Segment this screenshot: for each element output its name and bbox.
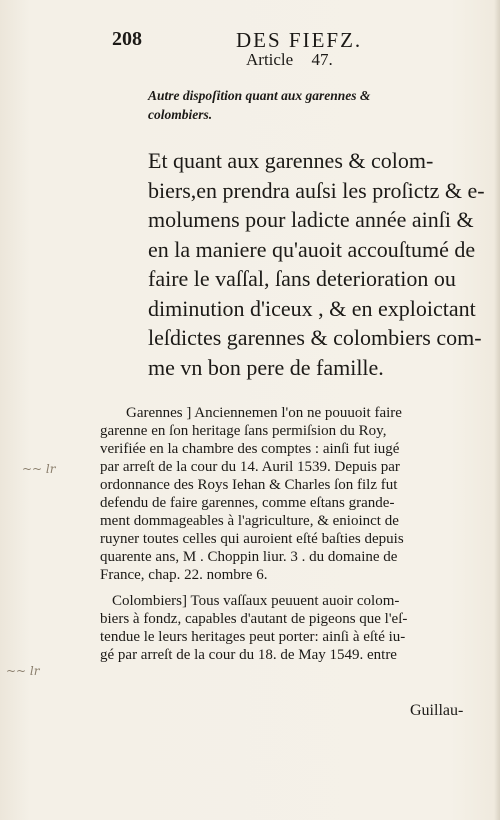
article-number: 47. bbox=[311, 50, 333, 69]
catchword: Guillau- bbox=[410, 702, 464, 719]
commentary bbox=[100, 404, 484, 664]
commentary-line: Garennes ] Anciennemen l'on ne pouuoit faire bbox=[126, 405, 402, 421]
rubric bbox=[148, 86, 448, 124]
commentary-line: Colombiers] Tous vaſſaux peuuent auoir colom- bbox=[112, 593, 400, 609]
commentary-line: ment dommageables à l'agriculture, & enioinct de bbox=[100, 513, 399, 529]
commentary-line: defendu de faire garennes, comme eſtans grande- bbox=[100, 495, 395, 511]
commentary-line: ordonnance des Roys Iehan & Charles ſon filz fut bbox=[100, 477, 398, 493]
commentary-garennes bbox=[100, 404, 484, 584]
commentary-line: biers à fondz, capables d'autant de pigeons que l'eſ- bbox=[100, 611, 408, 627]
body-line: faire le vaſſal, ſans deterioration ou bbox=[148, 266, 456, 291]
article-label: Article bbox=[246, 50, 294, 69]
commentary-line: gé par arreſt de la cour du 18. de May 1549. entre bbox=[100, 647, 397, 663]
running-head: DES FIEFZ. bbox=[236, 28, 363, 52]
rubric-line: Autre dispoſition quant aux garennes & bbox=[148, 88, 371, 103]
commentary-line: ruyner toutes celles qui auroient eſté baſties depuis bbox=[100, 531, 404, 547]
article-heading bbox=[246, 50, 333, 70]
body-line: me vn bon pere de famille. bbox=[148, 354, 384, 380]
page-edge-shadow bbox=[494, 0, 500, 820]
body-line: en la maniere qu'auoit accouſtumé de bbox=[148, 236, 476, 262]
page-header bbox=[0, 28, 500, 52]
commentary-line: tendue le leurs heritages peut porter: ainſi à eſté iu- bbox=[100, 629, 406, 645]
margin-annotation: ~~ lr bbox=[22, 462, 56, 476]
commentary-line: France, chap. 22. nombre 6. bbox=[100, 567, 268, 583]
commentary-line: quarente ans, M . Choppin liur. 3 . du domaine de bbox=[100, 549, 398, 565]
body-line: leſdictes garennes & colombiers com- bbox=[148, 325, 482, 350]
body-line: biers,en prendra auſsi les proſictz & e- bbox=[148, 177, 485, 203]
commentary-line: garenne en ſon heritage ſans permiſsion du Roy, bbox=[100, 423, 387, 439]
margin-annotation: ~~ lr bbox=[6, 664, 40, 678]
body-line: molumens pour ladicte année ainſi & bbox=[148, 207, 474, 232]
commentary-colombiers bbox=[100, 592, 484, 664]
article-body bbox=[148, 146, 488, 382]
rubric-line: colombiers. bbox=[148, 107, 213, 122]
body-line: diminution d'iceux , & en exploictant bbox=[148, 295, 476, 321]
commentary-line: par arreſt de la cour du 14. Auril 1539. Depuis par bbox=[100, 459, 400, 475]
page-number: 208 bbox=[112, 28, 142, 50]
commentary-line: verifiée en la chambre des comptes : ainſi fut iugé bbox=[100, 441, 400, 457]
body-line: Et quant aux garennes & colom- bbox=[148, 148, 434, 173]
